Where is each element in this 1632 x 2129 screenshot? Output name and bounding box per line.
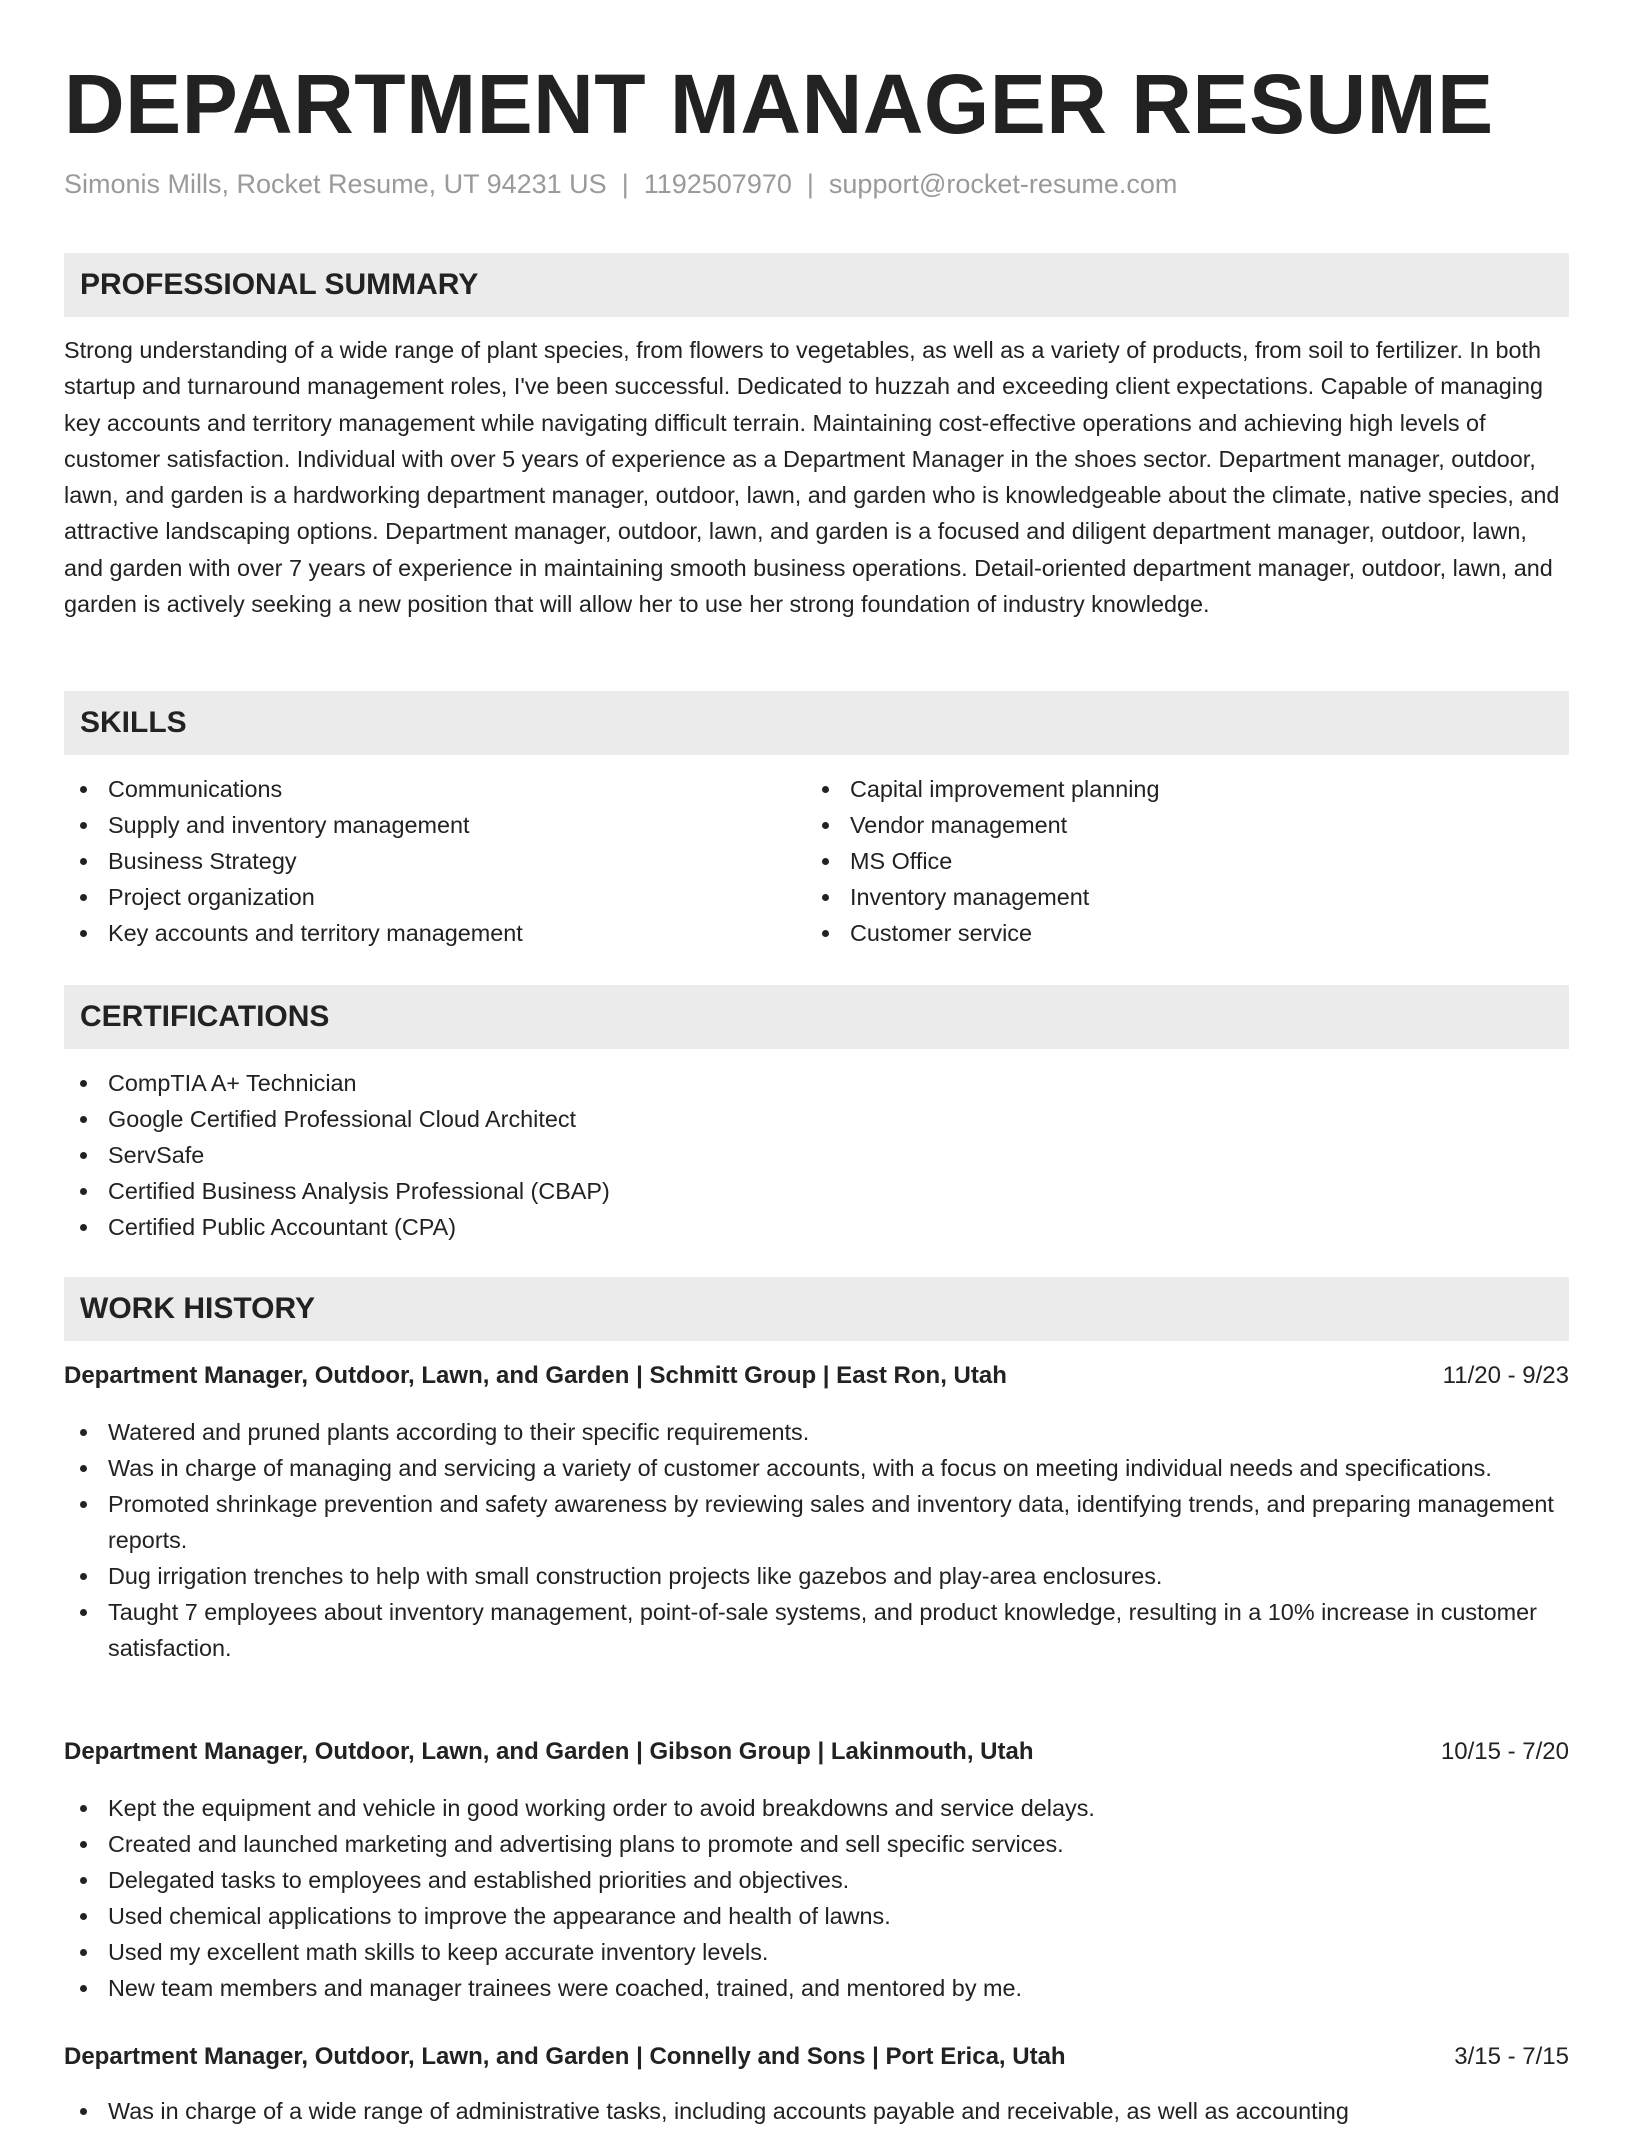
job-header [64, 1358, 1569, 1394]
skill-item: Supply and inventory management [64, 807, 764, 843]
certifications-list [64, 1065, 1569, 1245]
skill-item: Inventory management [806, 879, 1566, 915]
job-title: Department Manager, Outdoor, Lawn, and Garden | Schmitt Group | East Ron, Utah [64, 1362, 1007, 1389]
job-bullet: Promoted shrinkage prevention and safety awareness by reviewing sales and inventory data, identifying trends, and preparing management reports. [64, 1486, 1569, 1558]
job-dates: 10/15 - 7/20 [1440, 1738, 1569, 1765]
certification-item: Certified Public Accountant (CPA) [64, 1209, 1569, 1245]
contact-separator: | [806, 169, 814, 199]
certification-item: CompTIA A+ Technician [64, 1065, 1569, 1101]
job-bullet: Watered and pruned plants according to their specific requirements. [64, 1414, 1569, 1450]
skills-list-right [806, 771, 1566, 951]
job-bullet: Delegated tasks to employees and established priorities and objectives. [64, 1862, 1569, 1898]
job-bullet: Used chemical applications to improve the appearance and health of lawns. [64, 1898, 1569, 1934]
job-bullet: Used my excellent math skills to keep accurate inventory levels. [64, 1934, 1569, 1970]
job-header [64, 1734, 1569, 1770]
certification-item: Certified Business Analysis Professional (CBAP) [64, 1173, 1569, 1209]
job-bullets [64, 1790, 1569, 2006]
contact-line [64, 166, 1177, 202]
job-bullet: New team members and manager trainees were coached, trained, and mentored by me. [64, 1970, 1569, 2006]
section-heading-summary: PROFESSIONAL SUMMARY [64, 253, 1569, 317]
job-bullet: Taught 7 employees about inventory management, point-of-sale systems, and product knowledge, resulting in a 10% increase in customer satisfaction. [64, 1594, 1569, 1666]
section-heading-certifications: CERTIFICATIONS [64, 985, 1569, 1049]
job-bullet: Was in charge of a wide range of administrative tasks, including accounts payable and receivable, as well as accounting [64, 2093, 1569, 2129]
skill-item: Vendor management [806, 807, 1566, 843]
summary-text: Strong understanding of a wide range of plant species, from flowers to vegetables, as well as a variety of products, from soil to fertilizer. In both startup and turnaround management roles, I've been successful. Dedicated to huzzah and exceeding client expectations. Capable of managing key accounts and territory management while navigating difficult terrain. Maintaining cost-effective operations and achieving high levels of customer satisfaction. Individual with over 5 years of experience as a Department Manager in the shoes sector. Department manager, outdoor, lawn, and garden is a hardworking department manager, outdoor, lawn, and garden who is knowledgeable about the climate, native species, and attractive landscaping options. Department manager, outdoor, lawn, and garden is a focused and diligent department manager, outdoor, lawn, and garden with over 7 years of experience in maintaining smooth business operations. Detail-oriented department manager, outdoor, lawn, and garden is actively seeking a new position that will allow her to use her strong foundation of industry knowledge. [64, 337, 1560, 618]
contact-email: support@rocket-resume.com [828, 169, 1178, 199]
job-bullets [64, 1414, 1569, 1666]
job-header [64, 2039, 1569, 2075]
certification-item: ServSafe [64, 1137, 1569, 1173]
skill-item: Communications [64, 771, 764, 807]
job-bullet: Kept the equipment and vehicle in good working order to avoid breakdowns and service delays. [64, 1790, 1569, 1826]
contact-address: Simonis Mills, Rocket Resume, UT 94231 US [64, 169, 607, 199]
contact-phone: 1192507970 [643, 169, 792, 199]
skill-item: Project organization [64, 879, 764, 915]
job-dates: 3/15 - 7/15 [1454, 2043, 1569, 2070]
resume-title: DEPARTMENT MANAGER RESUME [64, 57, 1494, 151]
job-bullet: Was in charge of managing and servicing a variety of customer accounts, with a focus on meeting individual needs and specifications. [64, 1450, 1569, 1486]
section-heading-work-history: WORK HISTORY [64, 1277, 1569, 1341]
section-heading-skills: SKILLS [64, 691, 1569, 755]
contact-separator: | [621, 169, 629, 199]
job-bullet: Dug irrigation trenches to help with small construction projects like gazebos and play-area enclosures. [64, 1558, 1569, 1594]
skill-item: Key accounts and territory management [64, 915, 764, 951]
job-bullet: Created and launched marketing and advertising plans to promote and sell specific services. [64, 1826, 1569, 1862]
job-dates: 11/20 - 9/23 [1442, 1362, 1569, 1389]
skill-item: Business Strategy [64, 843, 764, 879]
job-title: Department Manager, Outdoor, Lawn, and Garden | Gibson Group | Lakinmouth, Utah [64, 1738, 1034, 1765]
skill-item: Customer service [806, 915, 1566, 951]
skill-item: Capital improvement planning [806, 771, 1566, 807]
skill-item: MS Office [806, 843, 1566, 879]
skills-list-left [64, 771, 764, 951]
job-title: Department Manager, Outdoor, Lawn, and Garden | Connelly and Sons | Port Erica, Utah [64, 2043, 1066, 2070]
job-bullets [64, 2093, 1569, 2129]
certification-item: Google Certified Professional Cloud Architect [64, 1101, 1569, 1137]
